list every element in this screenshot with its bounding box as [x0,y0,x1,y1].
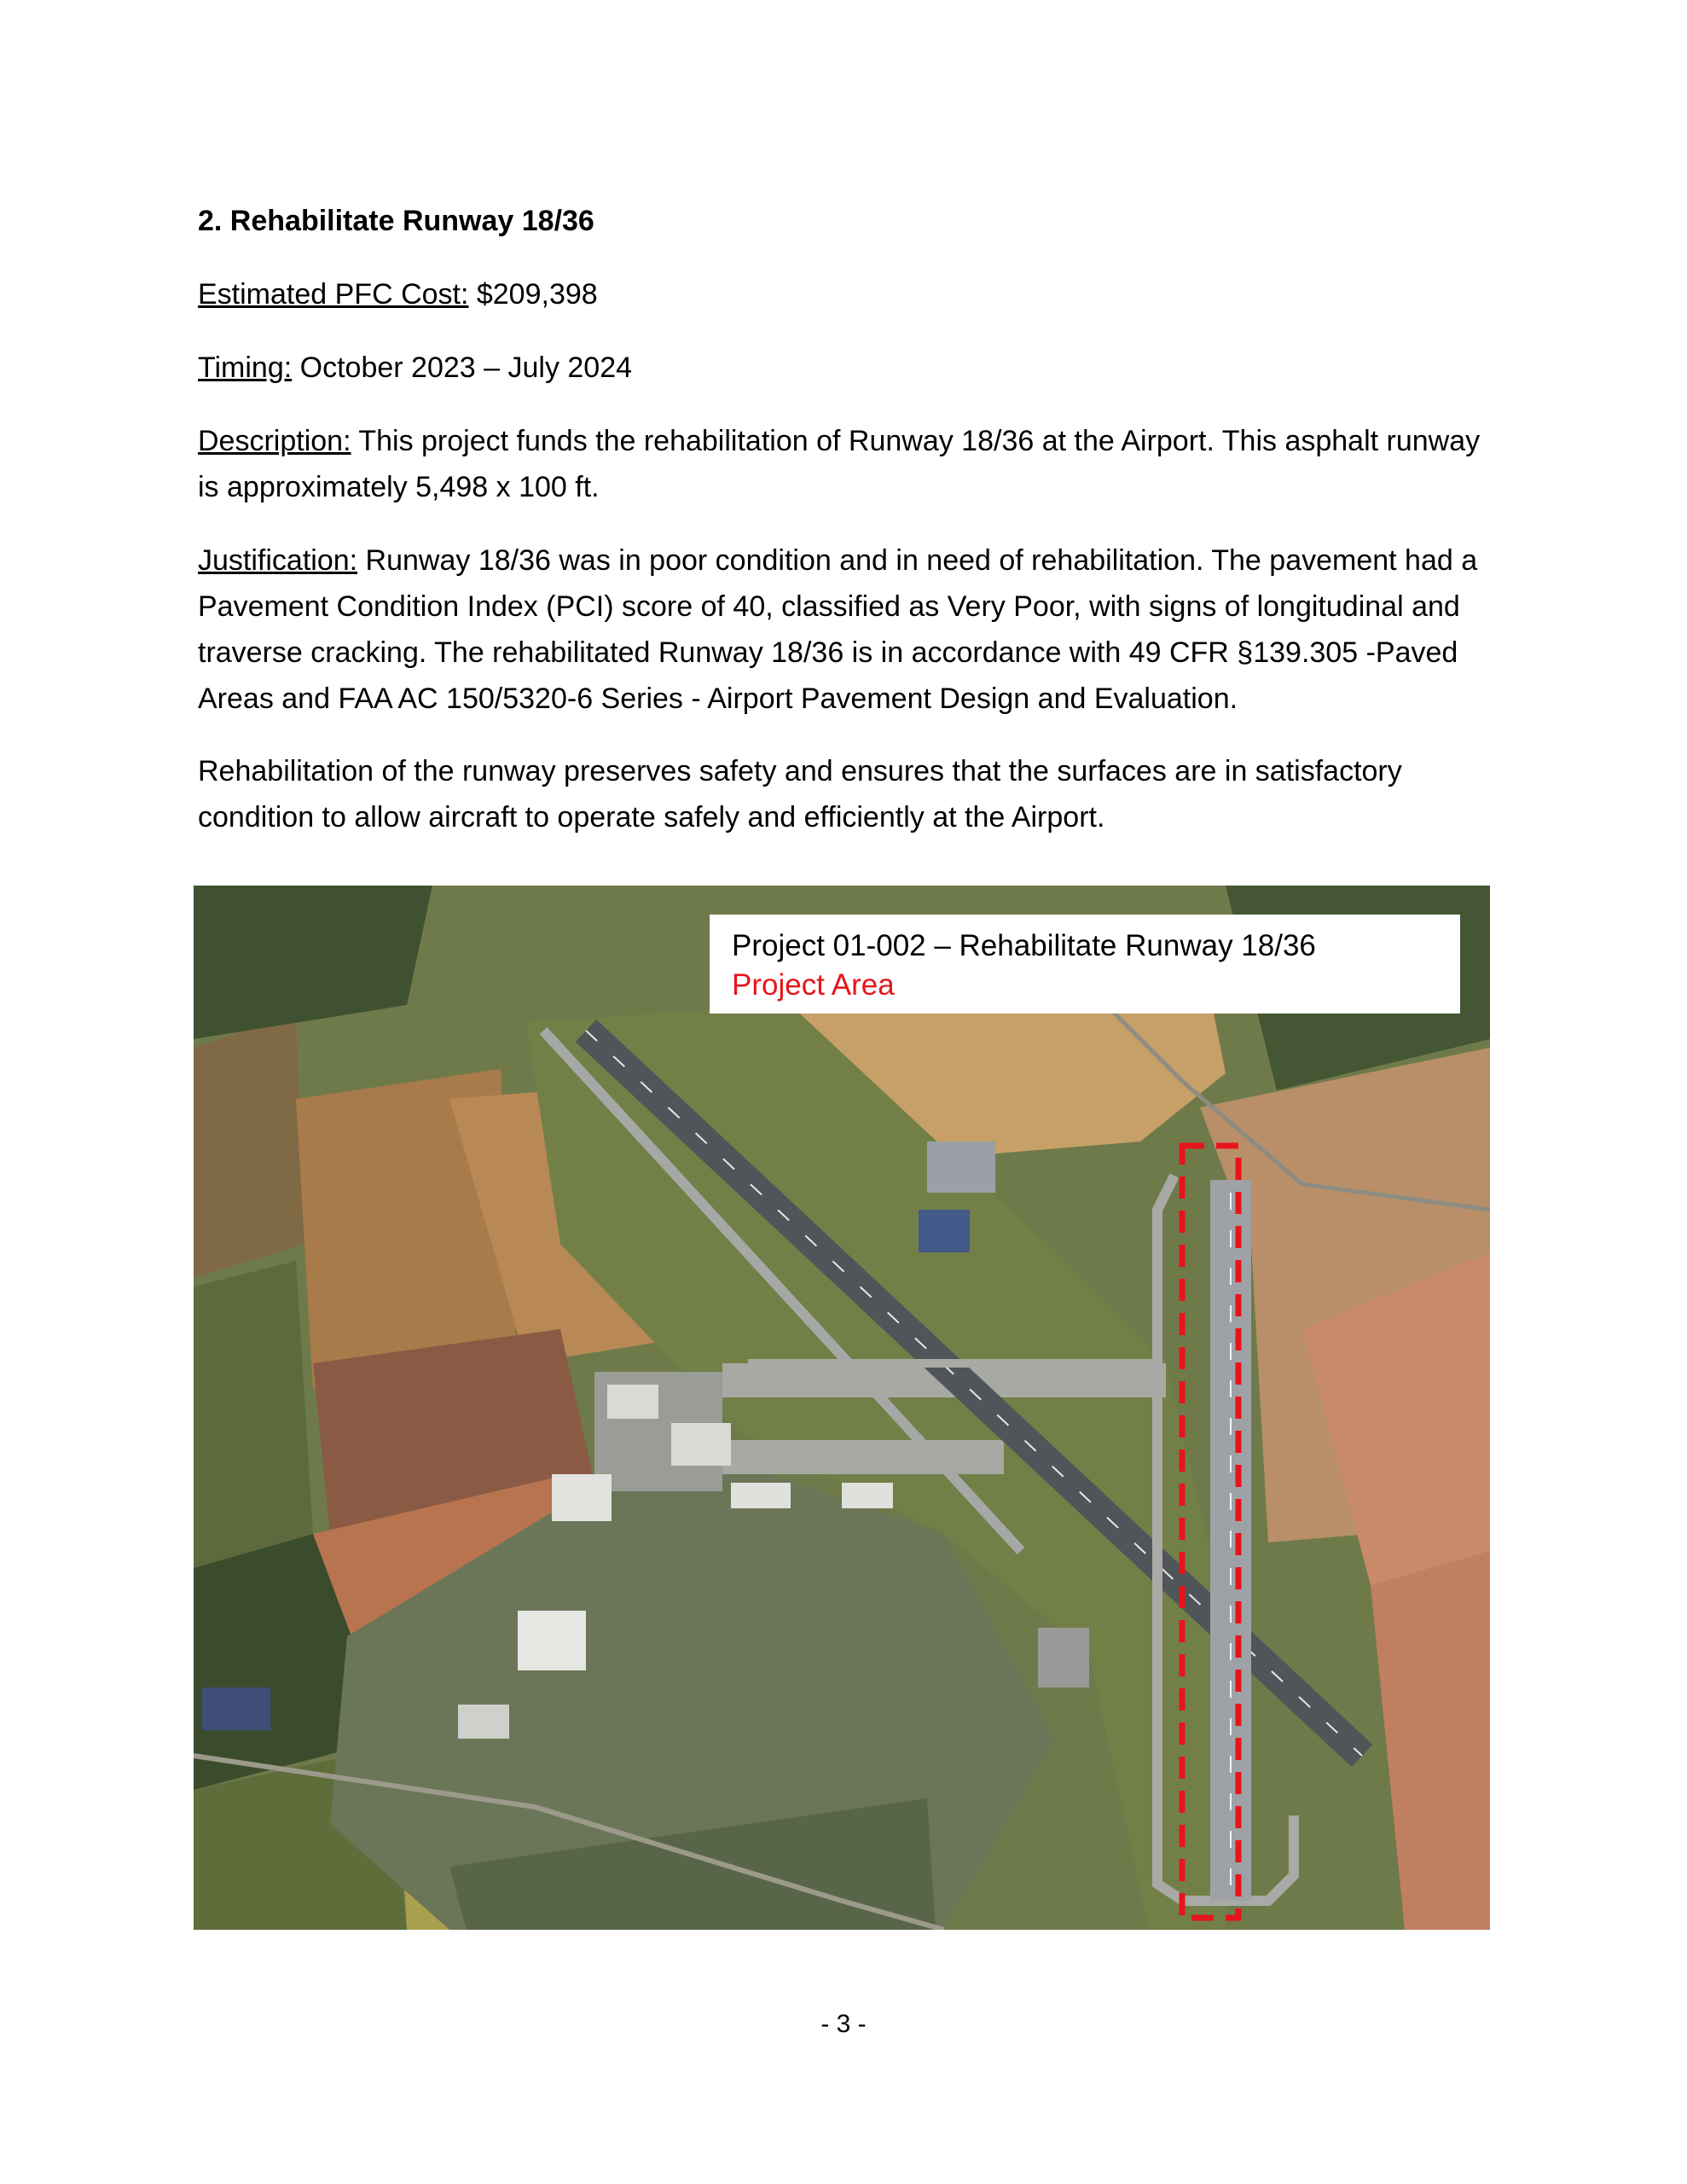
timing-label: Timing: [198,351,293,384]
justification-paragraph [198,537,1494,722]
page-number: - 3 - [820,2010,867,2038]
timing-line [198,345,1494,391]
closing-paragraph: Rehabilitation of the runway preserves safety and ensures that the surfaces are in satisfactory condition to allow aircraft to operate safely and efficiently at the Airport. [198,755,1402,834]
timing-value: October 2023 – July 2024 [292,351,633,384]
aerial-photo-graphic [194,886,1490,1930]
justification-label: Justification: [198,544,358,577]
callout-title: Project 01-002 – Rehabilitate Runway 18/36 [732,929,1316,962]
aerial-photo [194,886,1490,1930]
description-label: Description: [198,425,351,457]
cost-label: Estimated PFC Cost: [198,278,469,311]
callout-project-area: Project Area [732,968,895,1002]
justification-text: Runway 18/36 was in poor condition and in need of rehabilitation. The pavement had a Pavement Condition Index (PCI) score of 40, classified as Very Poor, with signs of longitudinal and traverse cracking. The rehabilitated Runway 18/36 is in accordance with 49 CFR §139.305 -Paved Areas and FAA AC 150/5320-6 Series - Airport Pavement Design and Evaluation. [198,544,1478,715]
section-heading: 2. Rehabilitate Runway 18/36 [198,205,594,237]
description-paragraph [198,418,1494,510]
description-text: This project funds the rehabilitation of Runway 18/36 at the Airport. This asphalt runway is approximately 5,498 x 100 ft. [198,425,1481,503]
project-callout [710,915,1460,1014]
cost-line [198,271,1494,317]
cost-value: $209,398 [468,278,598,311]
